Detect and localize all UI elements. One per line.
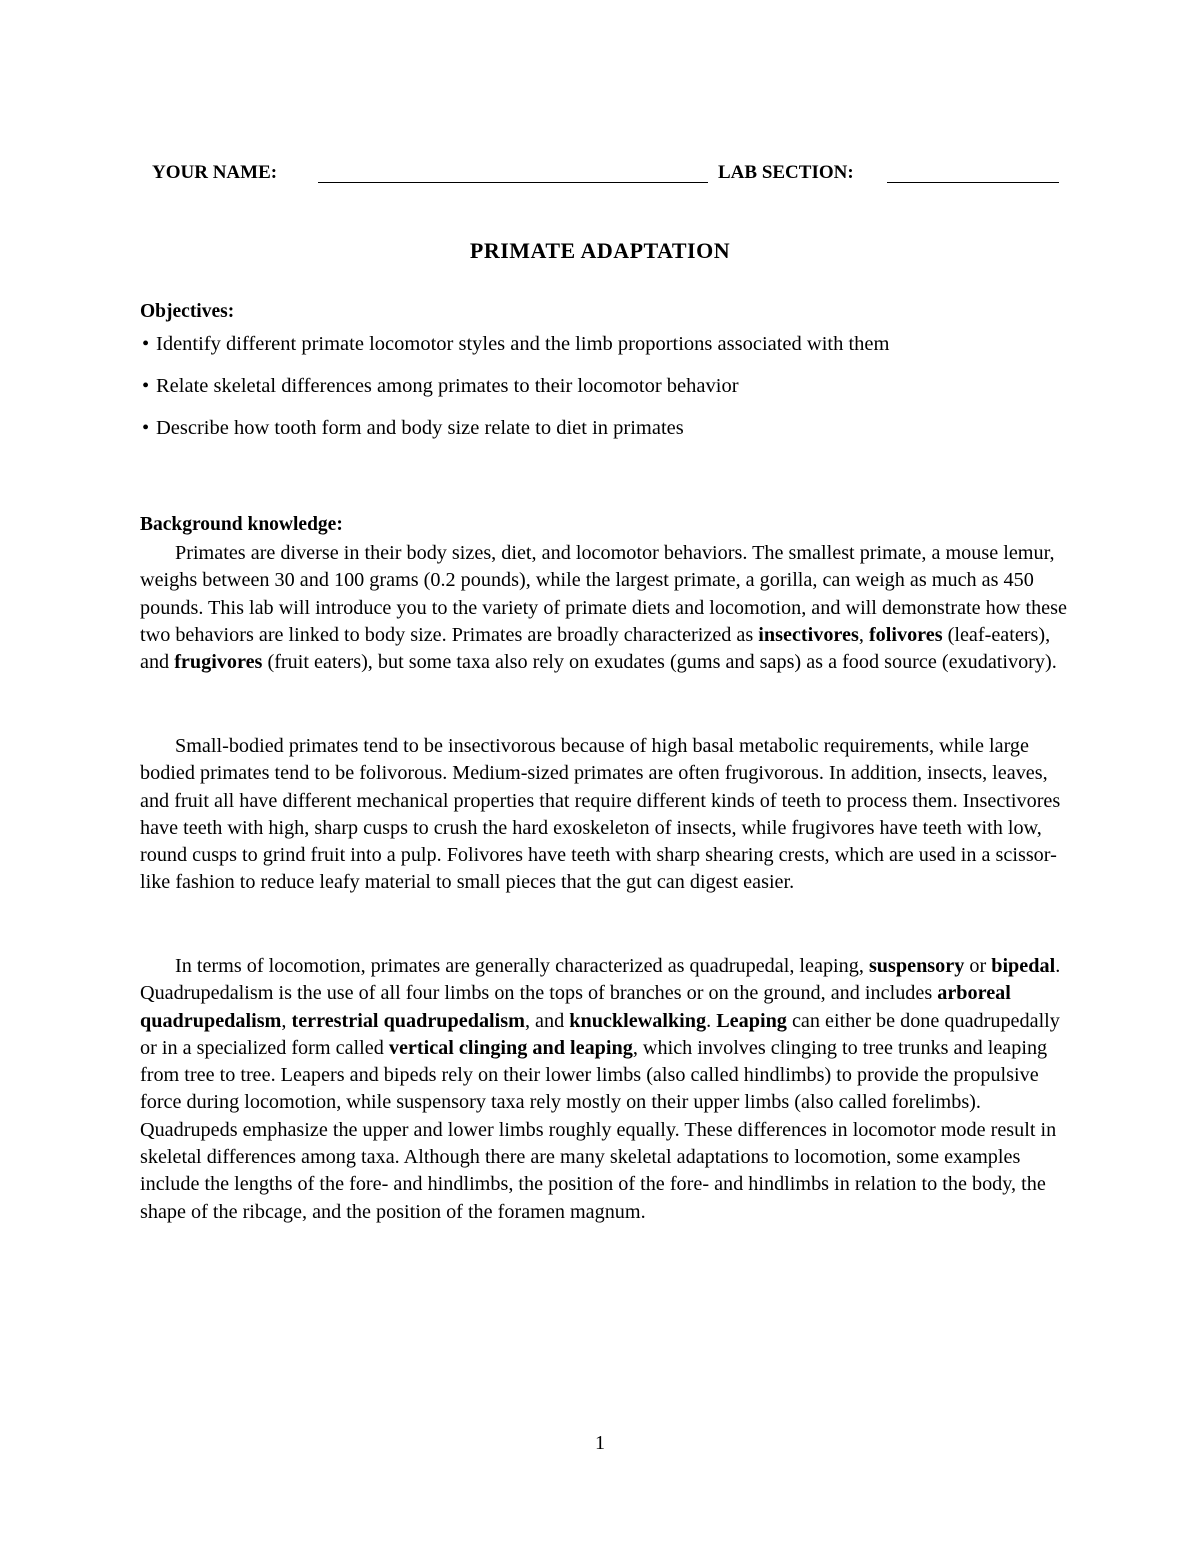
term-folivores: folivores: [868, 623, 943, 646]
background-paragraph-3: In terms of locomotion, primates are generally characterized as quadrupedal, leaping, suspensory or bipedal. Quadrupedalism is the use of all four limbs on the tops of branches or on the ground, and includes arboreal quadrupedalism, terrestrial quadrupedalism, and knucklewalking. Leaping can either be done quadrupedally or in a specialized form called vertical clinging and leaping, which involves clinging to tree trunks and leaping from tree to tree. Leapers and bipeds rely on their lower limbs (also called hindlimbs) to provide the propulsive force during locomotion, while suspensory taxa rely mostly on their upper limbs (also called forelimbs). Quadrupeds emphasize the upper and lower limbs roughly equally. These differences in locomotor mode result in skeletal differences among taxa. Although there are many skeletal adaptations to locomotion, some examples include the lengths of the fore- and hindlimbs, the position of the fore- and hindlimbs in relation to the body, the shape of the ribcage, and the position of the foramen magnum.: [140, 955, 1061, 1223]
term-bipedal: bipedal: [991, 955, 1056, 977]
term-insectivores: insectivores: [758, 623, 859, 646]
objective-item: [142, 372, 889, 414]
term-suspensory: suspensory: [868, 955, 965, 977]
term-terrestrial-quadrupedalism: terrestrial quadrupedalism: [291, 1009, 525, 1032]
term-frugivores: frugivores: [174, 651, 263, 674]
your-name-blank-line[interactable]: [318, 182, 708, 183]
term-leaping: Leaping: [716, 1009, 787, 1032]
header-row: [152, 160, 1062, 190]
document-title: PRIMATE ADAPTATION: [469, 238, 731, 263]
lab-section-blank-line[interactable]: [887, 182, 1059, 183]
bullet-icon: •: [142, 417, 150, 439]
term-vertical-clinging-and-leaping: vertical clinging and leaping: [388, 1036, 633, 1059]
term-knucklewalking: knucklewalking: [569, 1009, 707, 1032]
objectives-list: [142, 330, 889, 456]
lab-section-label: LAB SECTION:: [718, 162, 854, 183]
your-name-label: YOUR NAME:: [152, 162, 278, 183]
background-heading: Background knowledge:: [140, 514, 343, 535]
objective-item: [142, 330, 889, 372]
objective-text: Relate skeletal differences among primates to their locomotor behavior: [156, 375, 739, 397]
bullet-icon: •: [142, 333, 150, 355]
background-paragraph-2: Small-bodied primates tend to be insectivorous because of high basal metabolic requirements, while large bodied primates tend to be folivorous. Medium-sized primates are often frugivorous. In addition, insects, leaves, and fruit all have different mechanical properties that require different kinds of teeth to process them. Insectivores have teeth with high, sharp cusps to crush the hard exoskeleton of insects, while frugivores have teeth with low, round cusps to grind fruit into a pulp. Folivores have teeth with sharp shearing crests, which are used in a scissor-like fashion to reduce leafy material to small pieces that the gut can digest easier.: [140, 735, 1061, 894]
page-number: 1: [595, 1432, 605, 1454]
term-arboreal-quadrupedalism: arboreal quadrupedalism: [140, 982, 1011, 1032]
background-paragraph-1: Primates are diverse in their body sizes, diet, and locomotor behaviors. The smallest primate, a mouse lemur, weighs between 30 and 100 grams (0.2 pounds), while the largest primate, a gorilla, can weigh as much as 450 pounds. This lab will introduce you to the variety of primate diets and locomotion, and will demonstrate how these two behaviors are linked to body size. Primates are broadly characterized as insectivores, folivores (leaf-eaters), and frugivores (fruit eaters), but some taxa also rely on exudates (gums and saps) as a food source (exudativory).: [140, 542, 1067, 674]
bullet-icon: •: [142, 375, 150, 397]
objective-text: Describe how tooth form and body size relate to diet in primates: [156, 417, 684, 439]
objective-text: Identify different primate locomotor styles and the limb proportions associated with them: [156, 333, 890, 355]
objective-item: [142, 414, 889, 456]
objectives-heading: Objectives:: [140, 301, 235, 322]
